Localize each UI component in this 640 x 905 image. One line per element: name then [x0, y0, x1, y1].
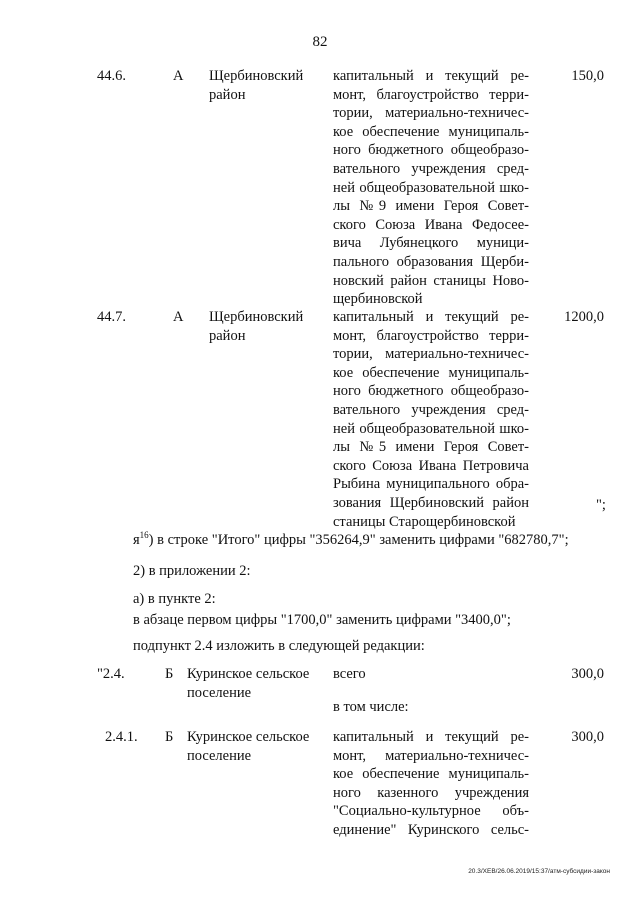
paragraph-itogo: $я^{16}$) в строке "Итого" цифры "356264,9" заменить цифрами "682780,7";: [133, 530, 569, 548]
closing-quote: ";: [596, 497, 606, 513]
row-subtitle: в том числе:: [333, 699, 409, 715]
row-description: всего: [333, 666, 366, 682]
row-number: 44.7.: [97, 309, 126, 325]
row-description: капитальный и текущий ре- монт, благоустройство терри- тории, материально-техничес- кое обеспечение муниципаль- ного бюджетного общеобразо- вательного учреждения сред- ней общеобразовательной шко- лы №9 имени Героя Совет- ского Союза Ивана Федосее- вича Лубянецкого муници- пального образования Щерби- новский район станицы Ново- щербиновской: [333, 68, 529, 308]
row-amount: 150,0: [571, 68, 604, 84]
row-amount: 300,0: [571, 666, 604, 682]
paragraph-appendix: 2) в приложении 2:: [133, 563, 251, 579]
footer-note: 20.3/ХЕВ/26.06.2019/15:37/атм-субсидии-закон: [468, 868, 610, 875]
row-area: Куринское сельское поселение: [187, 729, 310, 764]
row-area: Щербиновский район: [209, 68, 304, 103]
row-area: Куринское сельское поселение: [187, 666, 310, 701]
row-category: Б: [165, 666, 174, 682]
row-description: капитальный и текущий ре- монт, материально-техничес- кое обеспечение муниципаль- ного казенного учреждения "Социально-культурное объ- единение" Куринского сельс-: [333, 729, 529, 838]
row-amount: 300,0: [571, 729, 604, 745]
paragraph-subpoint: подпункт 2.4 изложить в следующей редакции:: [133, 638, 425, 654]
paragraph-abzac: в абзаце первом цифры "1700,0" заменить цифрами "3400,0";: [133, 612, 511, 628]
paragraph-point: а) в пункте 2:: [133, 591, 216, 607]
row-number: 2.4.1.: [105, 729, 138, 745]
row-number: 44.6.: [97, 68, 126, 84]
row-category: А: [173, 309, 184, 325]
page-number: 82: [312, 34, 328, 50]
row-number: "2.4.: [97, 666, 125, 682]
row-amount: 1200,0: [564, 309, 604, 325]
row-category: Б: [165, 729, 174, 745]
row-category: А: [173, 68, 184, 84]
row-area: Щербиновский район: [209, 309, 304, 344]
row-description: капитальный и текущий ре- монт, благоустройство терри- тории, материально-техничес- кое обеспечение муниципаль- ного бюджетного общеобразо- вательного учреждения сред- ней общеобразовательной шко- лы №5 имени Героя Совет- ского Союза Ивана Петровича Рыбина муниципального обра- зования Щербиновский район станицы Старощербиновской: [333, 309, 529, 530]
